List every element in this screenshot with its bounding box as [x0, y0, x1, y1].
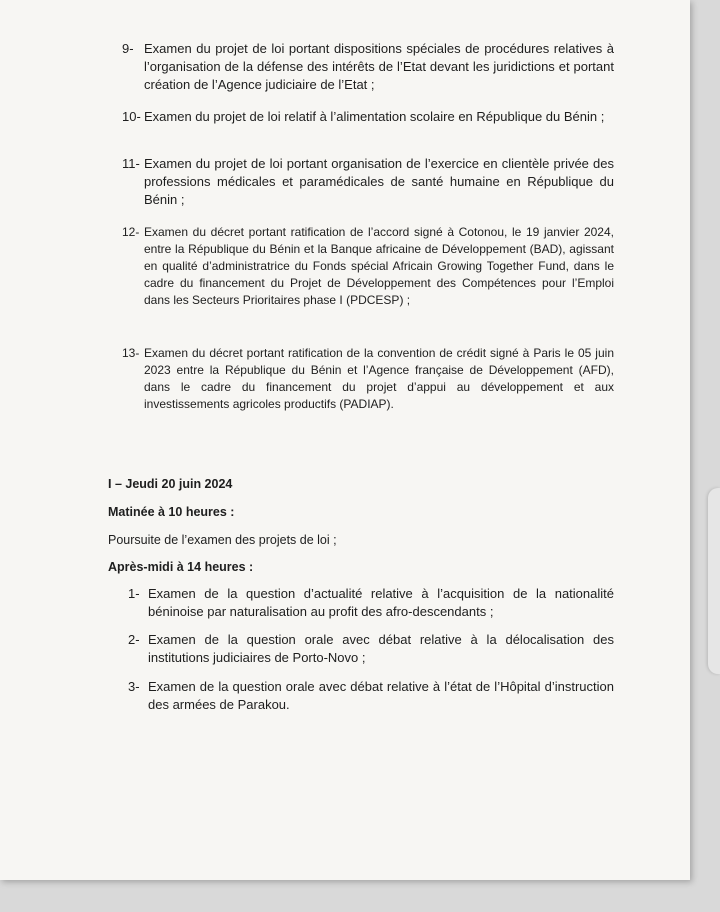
- item-text: Examen du projet de loi portant dispositions spéciales de procédures relatives à l’organisation de la défense des intérêts de l’Etat devant les juridictions et portant création de l’Agence judiciaire de l’Etat ;: [144, 41, 614, 92]
- morning-heading: Matinée à 10 heures :: [108, 505, 235, 519]
- item-number: 1-: [128, 586, 140, 601]
- side-scroll-handle[interactable]: [708, 488, 720, 674]
- item-text: Examen du projet de loi portant organisation de l’exercice en clientèle privée des professions médicales et paramédicales de santé humaine en République du Bénin ;: [144, 156, 614, 207]
- morning-text: Poursuite de l’examen des projets de loi ;: [108, 533, 337, 547]
- date-heading: I – Jeudi 20 juin 2024: [108, 477, 233, 491]
- item-text: Examen du projet de loi relatif à l’alimentation scolaire en République du Bénin ;: [144, 109, 605, 124]
- item-number: 9-: [122, 41, 134, 56]
- item-number: 13-: [122, 346, 140, 360]
- item-number: 2-: [128, 632, 140, 647]
- item-number: 10-: [122, 109, 141, 124]
- item-number: 11-: [122, 156, 140, 171]
- item-text: Examen de la question orale avec débat relative à la délocalisation des institutions judiciaires de Porto-Novo ;: [148, 632, 614, 665]
- item-text: Examen de la question orale avec débat relative à l’état de l’Hôpital d’instruction des armées de Parakou.: [148, 679, 614, 712]
- item-number: 3-: [128, 679, 140, 694]
- afternoon-heading: Après-midi à 14 heures :: [108, 560, 254, 574]
- item-number: 12-: [122, 225, 140, 239]
- item-text: Examen du décret portant ratification de la convention de crédit signé à Paris le 05 juin 2023 entre la République du Bénin et l’Agence française de Développement (AFD), dans le cadre du financement du projet d’appui au développement et aux investissements agricoles productifs (PADIAP).: [144, 346, 614, 411]
- item-text: Examen du décret portant ratification de l’accord signé à Cotonou, le 19 janvier 2024, entre la République du Bénin et la Banque africaine de Développement (BAD), agissant en qualité d’administratrice du Fonds spécial Africain Growing Together Fund, dans le cadre du financement du Projet de Développement des Compétences pour l’Emploi dans les Secteurs Prioritaires phase I (PDCESP) ;: [144, 225, 614, 307]
- item-text: Examen de la question d’actualité relative à l’acquisition de la nationalité béninoise par naturalisation au profit des afro-descendants ;: [148, 586, 614, 619]
